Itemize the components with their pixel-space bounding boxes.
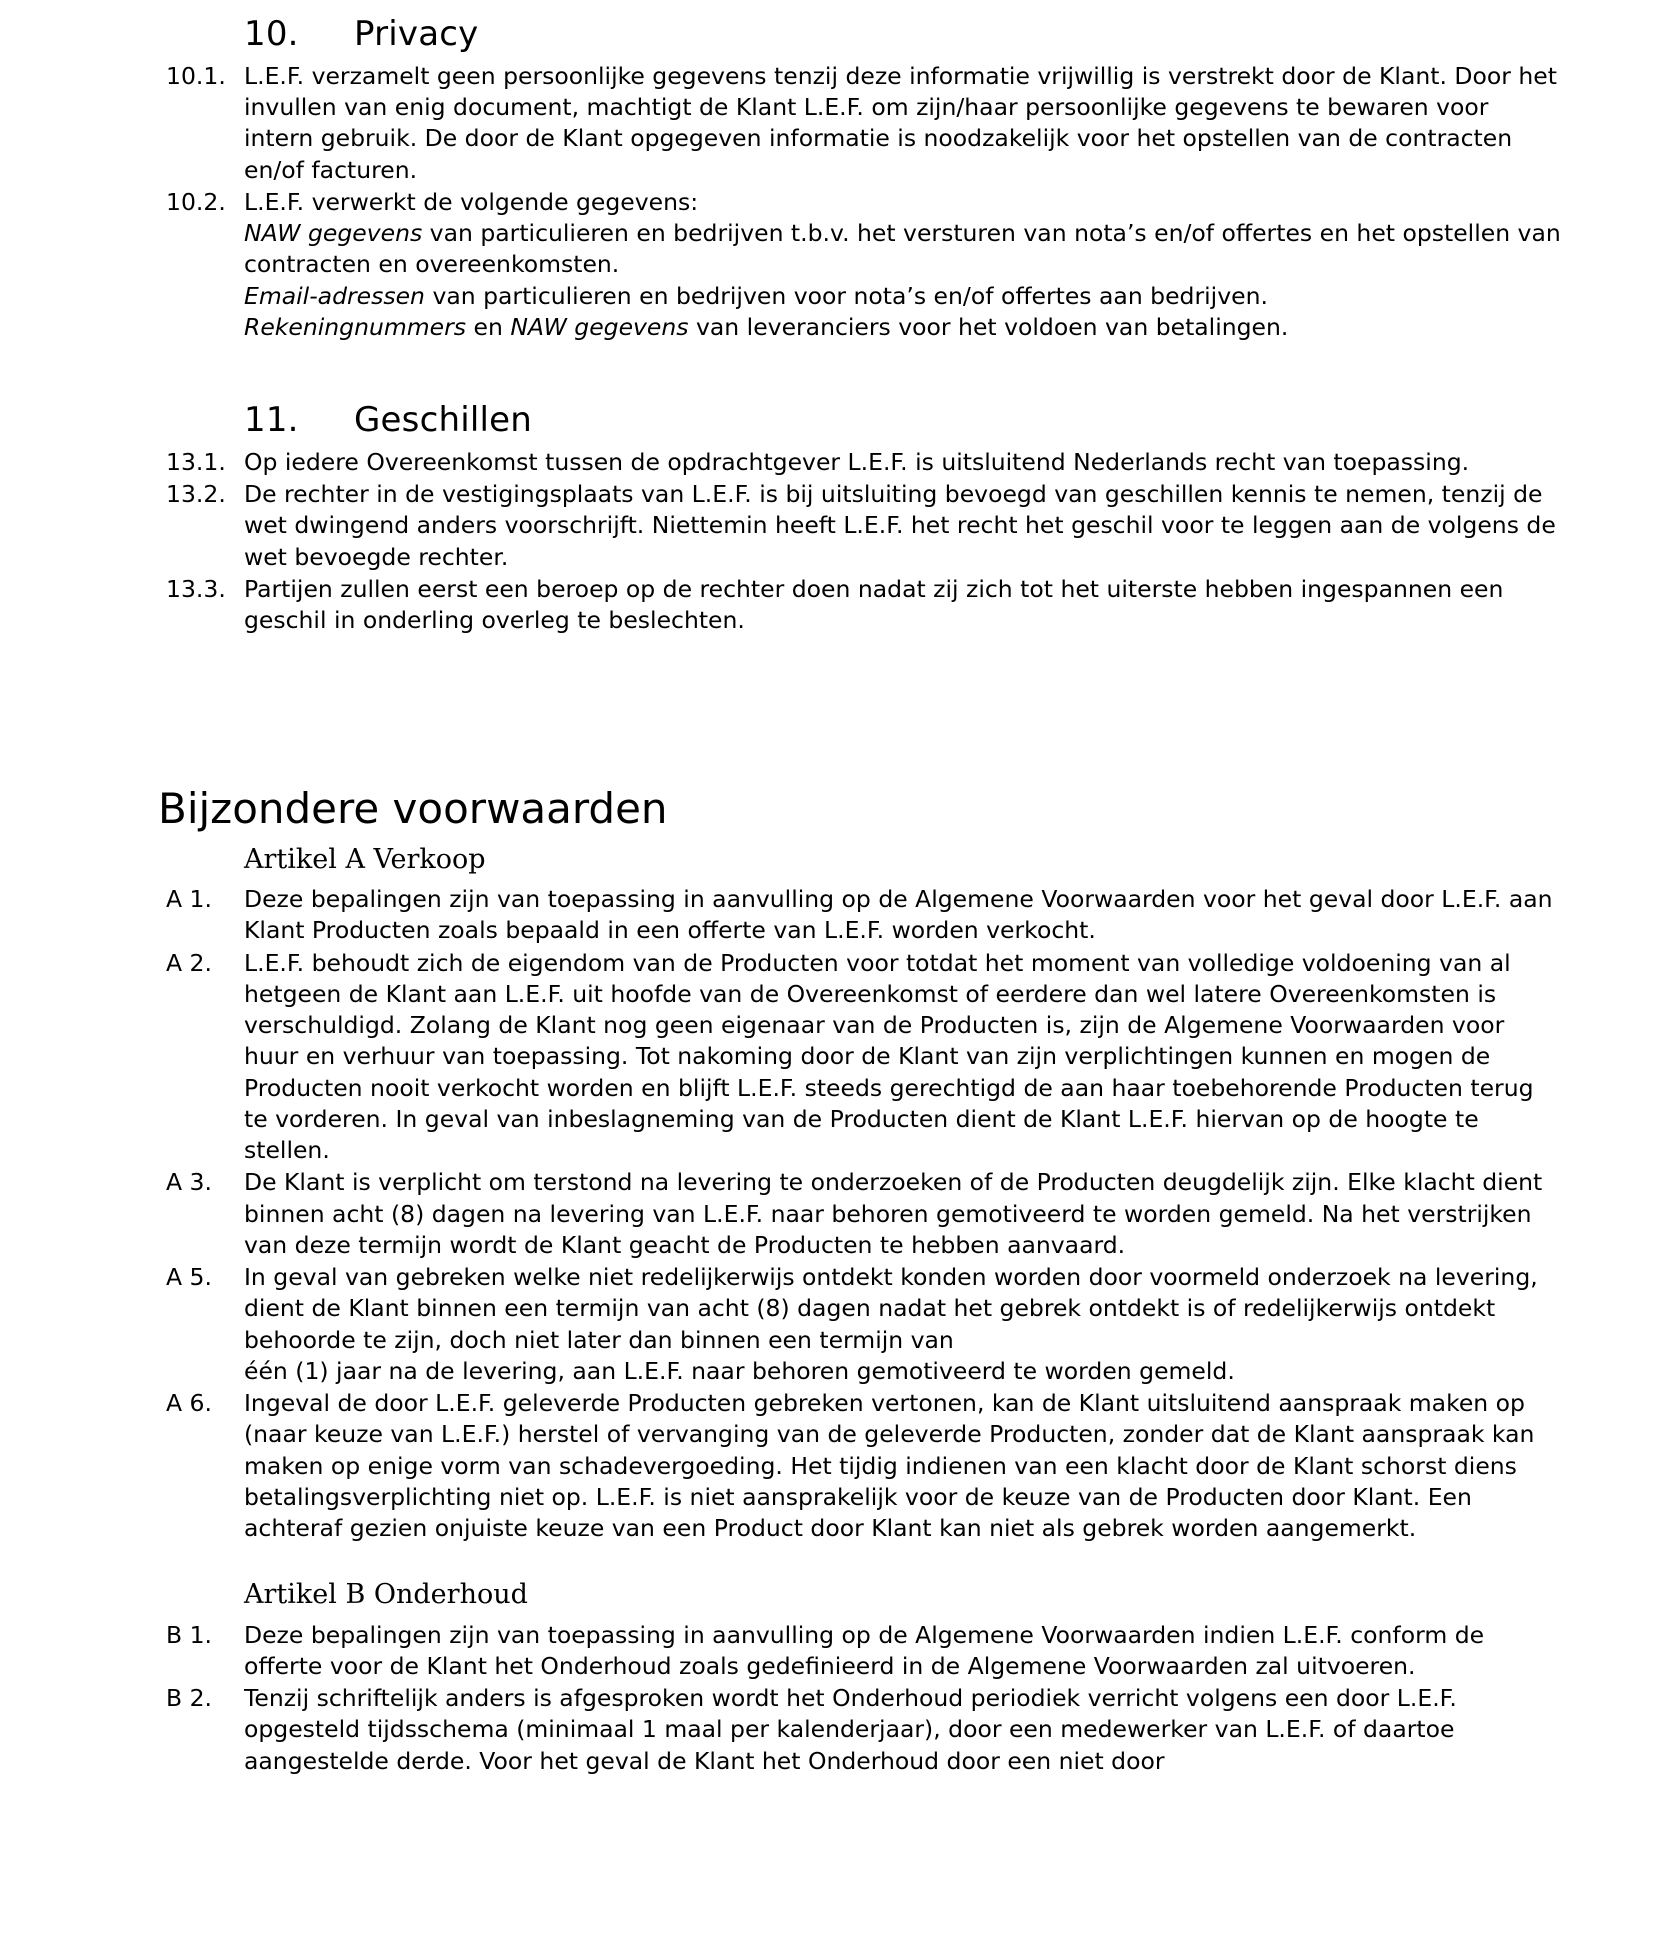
clause-paragraph [244, 218, 1562, 281]
clause-body [244, 1388, 1594, 1544]
section-heading-geschillen [158, 400, 1594, 441]
spacer [158, 711, 1594, 785]
clause [158, 447, 1594, 478]
clause [158, 948, 1594, 1167]
clause-body [244, 1167, 1594, 1261]
clause-paragraph [244, 281, 1562, 312]
clause-body [244, 948, 1594, 1167]
article-heading-b: Artikel B Onderhoud [244, 1579, 528, 1611]
page-title: Bijzondere voorwaarden [158, 784, 668, 834]
clause-paragraph: Op iedere Overeenkomst tussen de opdrachtgever L.E.F. is uitsluitend Nederlands recht van toepassing. [244, 447, 1470, 476]
clause-paragraph: Tenzij schriftelijk anders is afgesproken wordt het Onderhoud periodiek verricht volgens een door L.E.F. opgesteld tijdsschema (minimaal 1 maal per kalenderjaar), door een medewerker van L.E.F. of daartoe aangestelde derde. Voor het geval de Klant het Onderhoud door een niet door [244, 1684, 1457, 1775]
section-number: 10. [244, 14, 299, 54]
clause-label: 10.1. [166, 61, 226, 90]
term-rekeningnummers: Rekeningnummers [244, 312, 467, 341]
clause-label: A 1. [166, 885, 212, 914]
clause [158, 1683, 1594, 1777]
clause-label: 10.2. [166, 187, 226, 216]
clause-paragraph: L.E.F. behoudt zich de eigendom van de Producten voor totdat het moment van volledige voldoening van al hetgeen de Klant aan L.E.F. uit hoofde van de Overeenkomst of eerdere dan wel latere Overeenkomsten is verschuldigd. Zolang de Klant nog geen eigenaar van de Producten is, zijn de Algemene Voorwaarden voor huur en verhuur van toepassing. Tot nakoming door de Klant van zijn verplichtingen kunnen en mogen de Producten nooit verkocht worden en blijft L.E.F. steeds gerechtigd de aan haar toebehorende Producten terug te vorderen. In geval van inbeslagneming van de Producten dient de Klant L.E.F. hiervan op de hoogte te stellen. [244, 948, 1534, 1165]
clause-list-article-b [158, 1620, 1594, 1777]
clause-body [244, 1683, 1594, 1777]
spacer [158, 637, 1594, 711]
clause-body [244, 884, 1594, 947]
clause-paragraph: In geval van gebreken welke niet redelijkerwijs ontdekt konden worden door voormeld onderzoek na levering, dient de Klant binnen een termijn van acht (8) dagen nadat het gebrek ontdekt is of redelijkerwijs ontdekt behoorde te zijn, doch niet later dan binnen een termijn van [244, 1263, 1538, 1354]
clause-text: van particulieren en bedrijven t.b.v. het versturen van nota’s en/of offertes en het opstellen van contracten en overeenkomsten. [244, 219, 1561, 279]
clause-label: A 5. [166, 1263, 212, 1292]
clause-list-privacy [158, 61, 1594, 343]
clause-paragraph: één (1) jaar na de levering, aan L.E.F. naar behoren gemotiveerd te worden gemeld. [244, 1356, 1235, 1385]
clause [158, 61, 1594, 186]
section-title: Geschillen [354, 400, 533, 441]
clause-body [244, 187, 1594, 343]
clause-list-article-a [158, 884, 1594, 1544]
spacer [158, 344, 1594, 400]
term-email-adressen: Email-adressen [244, 281, 425, 310]
clause-label: B 2. [166, 1684, 213, 1713]
clause-body [244, 574, 1594, 637]
clause-body [244, 61, 1594, 186]
clause [158, 1388, 1594, 1544]
section-number: 11. [244, 400, 299, 441]
clause-list-geschillen [158, 447, 1594, 637]
clause-body [244, 1262, 1594, 1387]
term-naw-gegevens: NAW gegevens [244, 219, 423, 248]
clause-body [244, 479, 1594, 573]
term-naw-gegevens-2: NAW gegevens [510, 312, 689, 341]
spacer [158, 1545, 1594, 1579]
clause-paragraph: Partijen zullen eerst een beroep op de rechter doen nadat zij zich tot het uiterste hebben ingespannen een geschil in onderling overleg te beslechten. [244, 574, 1504, 635]
section-title: Privacy [354, 14, 479, 54]
clause-label: B 1. [166, 1620, 213, 1649]
clause-paragraph: L.E.F. verwerkt de volgende gegevens: [244, 187, 699, 216]
clause-paragraph: Deze bepalingen zijn van toepassing in aanvulling op de Algemene Voorwaarden indien L.E.F. conform de offerte voor de Klant het Onderhoud zoals gedefinieerd in de Algemene Voorwaarden zal uitvoeren. [244, 1620, 1485, 1680]
clause [158, 1262, 1594, 1387]
clause-paragraph: De rechter in de vestigingsplaats van L.E.F. is bij uitsluiting bevoegd van geschillen kennis te nemen, tenzij de wet dwingend anders voorschrijft. Niettemin heeft L.E.F. het recht het geschil voor te leggen aan de volgens de wet bevoegde rechter. [244, 480, 1556, 571]
clause-label: A 2. [166, 948, 212, 977]
clause [158, 187, 1594, 343]
clause-label: 13.3. [166, 574, 226, 603]
clause-body [244, 447, 1594, 478]
clause-label: 13.1. [166, 447, 226, 476]
section-heading-privacy [158, 14, 1594, 55]
clause-body [244, 1620, 1594, 1683]
clause [158, 479, 1594, 573]
clause-paragraph [244, 312, 1562, 343]
clause-paragraph: L.E.F. verzamelt geen persoonlijke gegevens tenzij deze informatie vrijwillig is verstrekt door de Klant. Door het invullen van enig document, machtigt de Klant L.E.F. om zijn/haar persoonlijke gegevens te bewaren voor intern gebruik. De door de Klant opgegeven informatie is noodzakelijk voor het opstellen van de contracten en/of facturen. [244, 61, 1557, 184]
clause-label: A 6. [166, 1389, 212, 1418]
clause [158, 1620, 1594, 1683]
article-heading-a: Artikel A Verkoop [244, 843, 486, 875]
clause [158, 884, 1594, 947]
clause-text: van leveranciers voor het voldoen van betalingen. [688, 312, 1289, 341]
clause-label: A 3. [166, 1168, 212, 1197]
clause-label: 13.2. [166, 480, 226, 509]
clause-text: en [466, 312, 511, 341]
clause [158, 574, 1594, 637]
clause-paragraph: Ingeval de door L.E.F. geleverde Producten gebreken vertonen, kan de Klant uitsluitend aanspraak maken op (naar keuze van L.E.F.) herstel of vervanging van de geleverde Producten, zonder dat de Klant aanspraak kan maken op enige vorm van schadevergoeding. Het tijdig indienen van een klacht door de Klant schorst diens betalingsverplichting niet op. L.E.F. is niet aansprakelijk voor de keuze van de Producten door Klant. Een achteraf gezien onjuiste keuze van een Product door Klant kan niet als gebrek worden aangemerkt. [244, 1389, 1535, 1543]
clause-text: van particulieren en bedrijven voor nota’s en/of offertes aan bedrijven. [424, 281, 1268, 310]
clause [158, 1167, 1594, 1261]
clause-paragraph: Deze bepalingen zijn van toepassing in aanvulling op de Algemene Voorwaarden voor het geval door L.E.F. aan Klant Producten zoals bepaald in een offerte van L.E.F. worden verkocht. [244, 885, 1553, 945]
clause-paragraph: De Klant is verplicht om terstond na levering te onderzoeken of de Producten deugdelijk zijn. Elke klacht dient binnen acht (8) dagen na levering van L.E.F. naar behoren gemotiveerd te worden gemeld. Na het verstrijken van deze termijn wordt de Klant geacht de Producten te hebben aanvaard. [244, 1168, 1543, 1259]
